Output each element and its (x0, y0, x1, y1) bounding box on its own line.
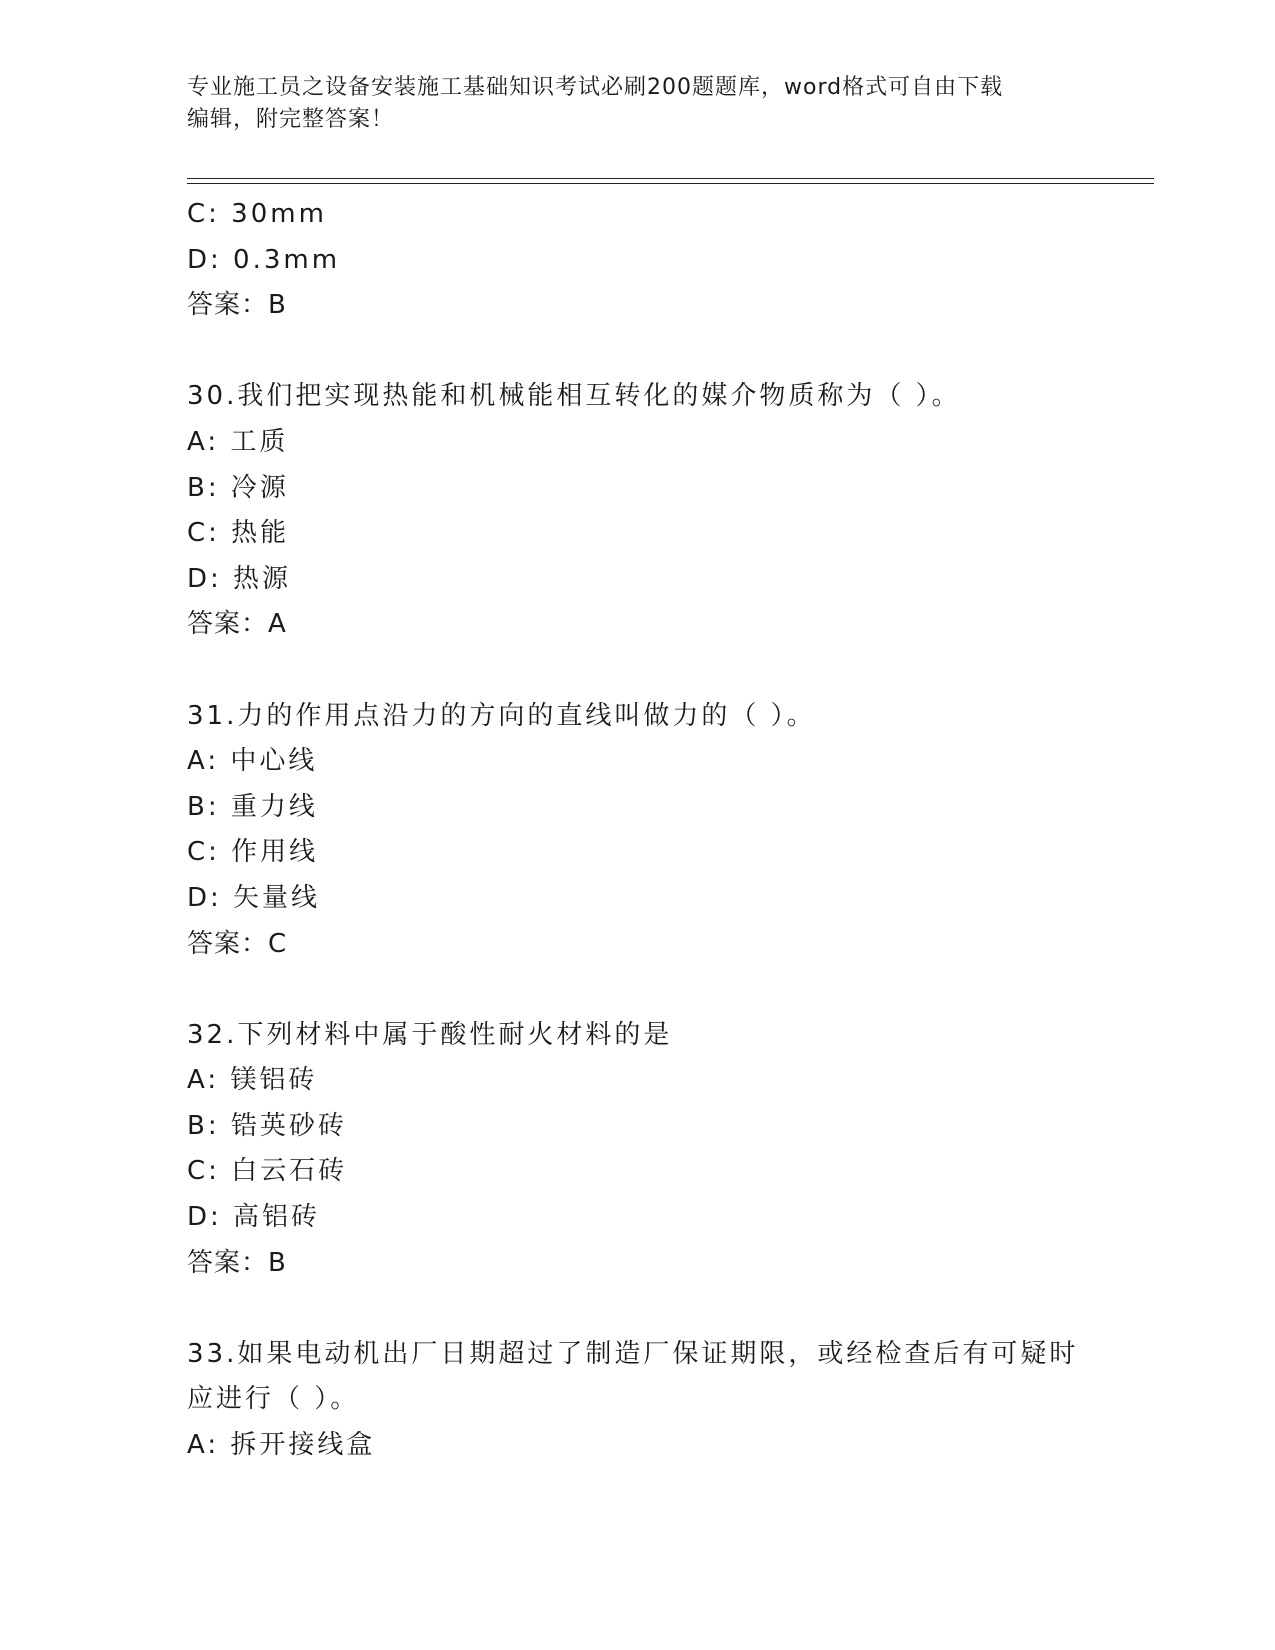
question-stem-line-1: 33.如果电动机出厂日期超过了制造厂保证期限，或经检查后有可疑时 (187, 1338, 1079, 1369)
header-rule-bottom (187, 183, 1154, 184)
question-list (187, 192, 1147, 1469)
document-header (187, 72, 1087, 136)
question-30 (187, 374, 1147, 648)
option-d: D: 矢量线 (187, 882, 321, 913)
question-stem: 30.我们把实现热能和机械能相互转化的媒介物质称为（ ）。 (187, 381, 961, 412)
option-c: C: 作用线 (187, 837, 319, 868)
header-rule-top (187, 178, 1154, 179)
option-a: A: 中心线 (187, 746, 318, 777)
option-d: D: 热源 (187, 563, 292, 594)
option-a: A: 镁铝砖 (187, 1065, 318, 1096)
question-33 (187, 1332, 1147, 1469)
answer: 答案：C (187, 928, 288, 959)
question-31 (187, 694, 1147, 968)
question-32 (187, 1013, 1147, 1287)
option-d: D: 高铝砖 (187, 1202, 321, 1233)
option-b: B: 锆英砂砖 (187, 1110, 347, 1141)
option-c: C: 白云石砖 (187, 1156, 348, 1187)
answer: 答案：A (187, 609, 287, 640)
question-stem: 32.下列材料中属于酸性耐火材料的是 (187, 1019, 673, 1050)
spacer (187, 967, 1147, 1013)
answer: 答案：B (187, 290, 287, 321)
spacer (187, 1286, 1147, 1332)
spacer (187, 329, 1147, 375)
question-stem-line-2: 应进行（ ）。 (187, 1384, 360, 1415)
option-d: D: 0.3mm (187, 244, 341, 275)
option-b: B: 冷源 (187, 472, 289, 503)
option-b: B: 重力线 (187, 791, 318, 822)
option-c: C: 热能 (187, 518, 290, 549)
option-a: A: 工质 (187, 426, 289, 457)
question-stem: 31.力的作用点沿力的方向的直线叫做力的（ ）。 (187, 700, 816, 731)
spacer (187, 648, 1147, 694)
option-a: A: 拆开接线盒 (187, 1430, 376, 1461)
option-c: C: 30mm (187, 199, 327, 229)
header-line-2: 编辑，附完整答案！ (187, 107, 395, 132)
answer: 答案：B (187, 1247, 287, 1278)
header-line-1: 专业施工员之设备安装施工基础知识考试必刷200题题库，word格式可自由下载 (187, 75, 1004, 100)
